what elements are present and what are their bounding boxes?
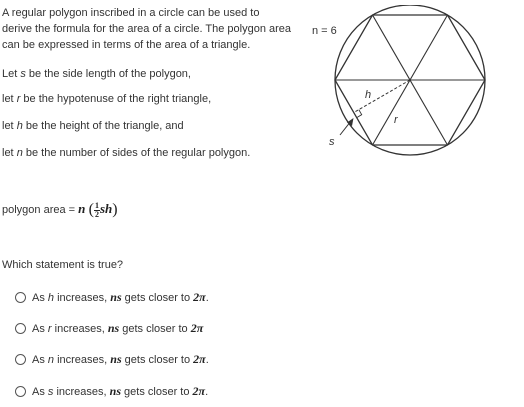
- fraction-one-half: $\frac{1}{2}$: [94, 200, 99, 219]
- question-prompt: Which statement is true?: [2, 259, 124, 271]
- radio-button[interactable]: [15, 354, 26, 365]
- height-line: [354, 80, 410, 113]
- option-label: As r increases, ns gets closer to 2π: [32, 320, 204, 335]
- n-label: n = 6: [312, 25, 337, 37]
- answer-option-h[interactable]: [15, 289, 209, 305]
- option-label: As h increases, ns gets closer to 2π.: [32, 289, 209, 304]
- h-label: h: [365, 89, 372, 101]
- radio-button[interactable]: [15, 386, 26, 397]
- intro-text: A regular polygon inscribed in a circle can be used to derive the formula for the area of a circle. The polygon area can be expressed in terms of the area of a triangle.: [2, 7, 292, 51]
- s-label: s: [329, 136, 335, 148]
- r-label: r: [394, 114, 398, 126]
- definition-h: let h be the height of the triangle, and: [2, 120, 184, 132]
- option-label: As s increases, ns gets closer to 2π.: [32, 383, 209, 398]
- answer-option-n[interactable]: [15, 351, 209, 367]
- definition-n: let n be the number of sides of the regular polygon.: [2, 147, 251, 159]
- answer-option-r[interactable]: [15, 320, 203, 336]
- definition-r: let r be the hypotenuse of the right triangle,: [2, 93, 212, 105]
- radio-button[interactable]: [15, 292, 26, 303]
- radio-button[interactable]: [15, 323, 26, 334]
- hexagon-in-circle-figure: [300, 5, 520, 163]
- formula-label: polygon area =: [2, 204, 79, 216]
- definition-s: Let s be the side length of the polygon,: [2, 68, 191, 80]
- option-label: As n increases, ns gets closer to 2π.: [32, 351, 209, 366]
- polygon-area-formula: polygon area = n ( $\frac{1}{2}$ sh): [2, 200, 118, 219]
- answer-option-s[interactable]: [15, 383, 208, 399]
